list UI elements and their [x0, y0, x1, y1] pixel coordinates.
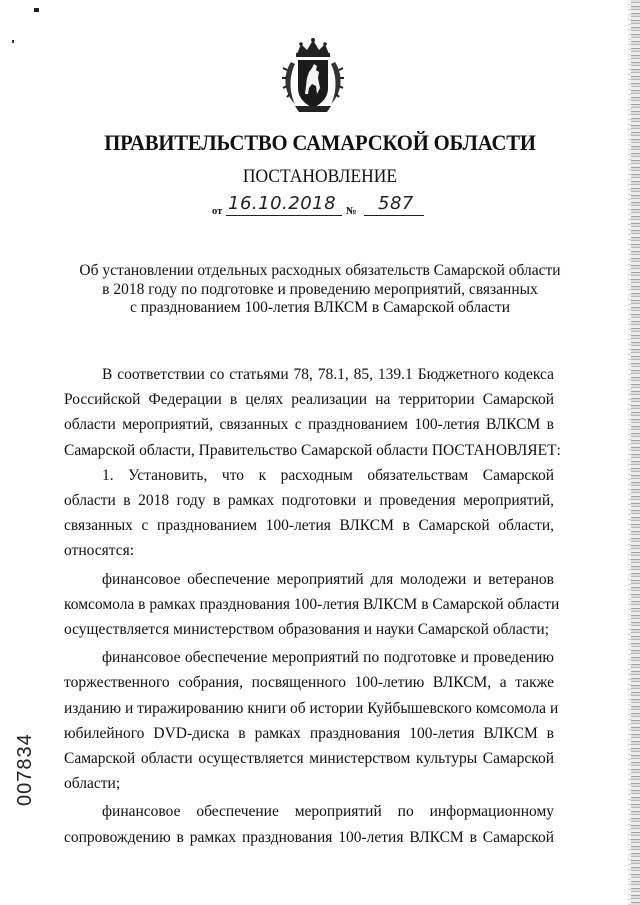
- number-value: 587: [378, 193, 414, 214]
- scan-edge-noise-inner: [628, 0, 631, 905]
- date-number-line: [208, 193, 448, 218]
- samara-coat-of-arms-icon: [281, 38, 345, 116]
- text-line: Российской Федерации в целях реализации на территории Самарской: [64, 391, 554, 409]
- text-line: осуществляется министерством образования и науки Самарской области;: [64, 621, 549, 639]
- paragraph-item-1: [64, 463, 554, 564]
- text-line: Самарской области, Правительство Самарской области ПОСТАНОВЛЯЕТ:: [64, 441, 561, 459]
- text-line: сопровождению в рамках празднования 100-летия ВЛКСМ в Самарской: [64, 828, 554, 846]
- side-registration-number: 007834: [14, 733, 36, 806]
- scan-mark: [34, 8, 39, 12]
- scan-mark: [12, 40, 14, 43]
- text-line: юбилейного DVD-диска в рамках празднования 100-летия ВЛКСМ в: [64, 724, 554, 742]
- document-subject: [60, 262, 580, 318]
- text-line: области;: [64, 775, 121, 793]
- scan-edge-noise: [631, 0, 640, 905]
- text-line: финансовое обеспечение мероприятий для молодежи и ветеранов: [102, 570, 554, 588]
- paragraph-preamble: [64, 362, 561, 463]
- document-type: ПОСТАНОВЛЕНИЕ: [242, 166, 398, 187]
- paragraph-information: [64, 799, 554, 849]
- text-line: В соответствии со статьями 78, 78.1, 85, 139.1 Бюджетного кодекса: [102, 366, 554, 383]
- subject-line: Об установлении отдельных расходных обязательств Самарской области: [79, 262, 561, 279]
- text-line: изданию и тиражированию книги об истории Куйбышевского комсомола и: [64, 699, 559, 717]
- date-value: 16.10.2018: [228, 193, 337, 214]
- text-line: финансовое обеспечение мероприятий по информационному: [102, 803, 554, 821]
- text-line: относятся:: [64, 542, 135, 560]
- text-line: Самарской области осуществляется министерством культуры Самарской: [64, 750, 554, 768]
- number-underline: [364, 215, 424, 216]
- text-line: финансовое обеспечение мероприятий по подготовке и проведению: [102, 649, 554, 667]
- text-line: торжественного собрания, посвященного 100-летию ВЛКСМ, а также: [64, 674, 554, 692]
- date-underline: [226, 215, 342, 216]
- number-label: №: [346, 206, 357, 217]
- government-title: ПРАВИТЕЛЬСТВО САМАРСКОЙ ОБЛАСТИ: [104, 130, 536, 155]
- text-line: комсомола в рамках празднования 100-летия ВЛКСМ в Самарской области: [64, 595, 560, 613]
- document-body: [64, 362, 561, 850]
- subject-line: с празднованием 100-летия ВЛКСМ в Самарской области: [129, 299, 510, 316]
- subject-line: в 2018 году по подготовке и проведению мероприятий, связанных: [102, 280, 538, 298]
- text-line: связанных с празднованием 100-летия ВЛКСМ в Самарской области,: [64, 517, 554, 535]
- text-line: 1. Установить, что к расходным обязательствам Самарской: [102, 466, 554, 484]
- paragraph-education: [64, 567, 560, 643]
- paragraph-culture: [64, 645, 559, 796]
- date-label: от: [212, 206, 223, 217]
- text-line: области мероприятий, связанных с празднованием 100-летия ВЛКСМ в: [64, 416, 554, 434]
- text-line: области в 2018 году в рамках подготовки и проведения мероприятий,: [64, 492, 554, 510]
